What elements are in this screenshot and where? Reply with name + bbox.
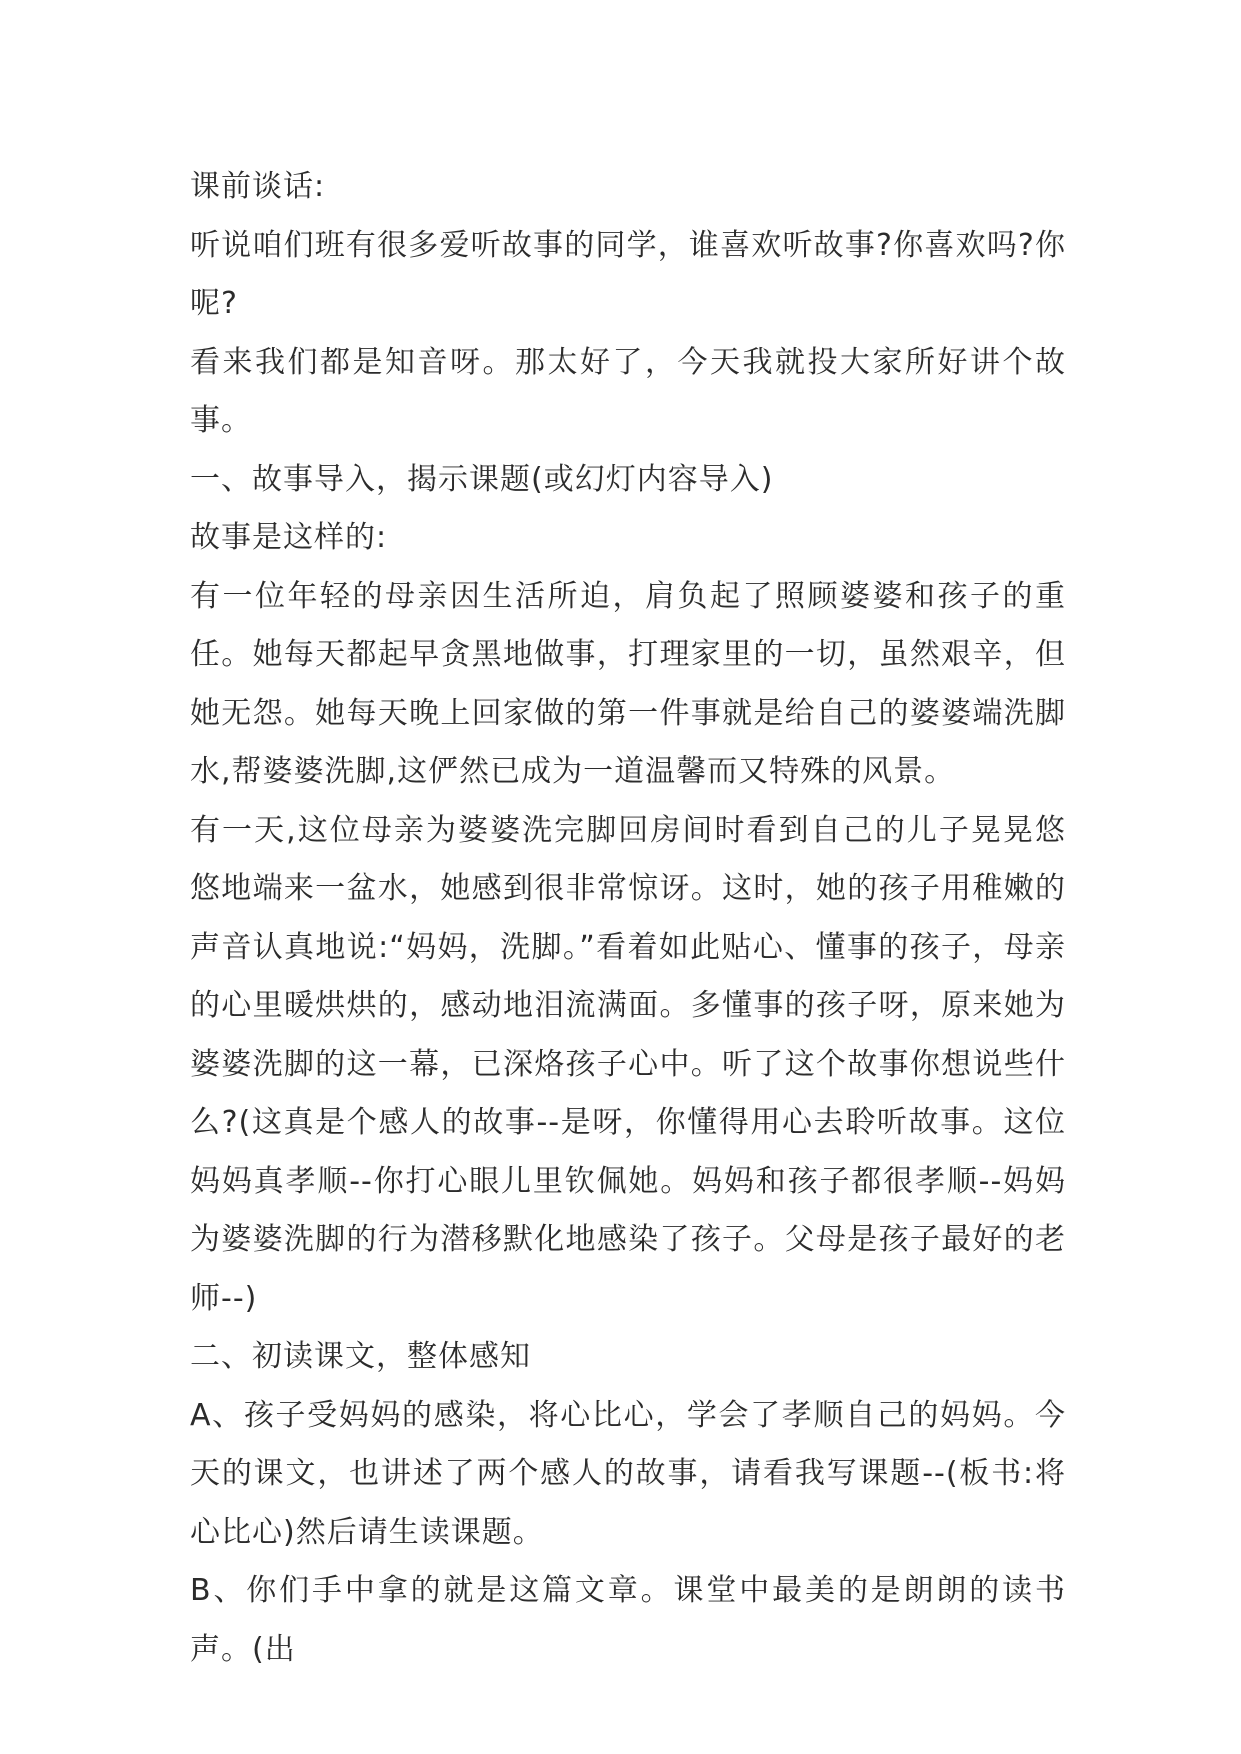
paragraph-story-body-2: 有一天,这位母亲为婆婆洗完脚回房间时看到自己的儿子晃晃悠悠地端来一盆水，她感到很非常惊讶。这时，她的孩子用稚嫩的声音认真地说:“妈妈，洗脚。”看着如此贴心、懂事的孩子，母亲的心里暖烘烘的，感动地泪流满面。多懂事的孩子呀，原来她为婆婆洗脚的这一幕，已深烙孩子心中。听了这个故事你想说些什么?(这真是个感人的故事--是呀，你懂得用心去聆听故事。这位妈妈真孝顺--你打心眼儿里钦佩她。妈妈和孩子都很孝顺--妈妈为婆婆洗脚的行为潜移默化地感染了孩子。父母是孩子最好的老师--) [190, 812, 1066, 1316]
paragraph-item-b: B、你们手中拿的就是这篇文章。课堂中最美的是朗朗的读书声。(出 [190, 1573, 1066, 1667]
paragraph-pre-class-talk: 课前谈话: [190, 169, 326, 204]
document-body [190, 158, 1066, 1679]
paragraph-intro-story: 看来我们都是知音呀。那太好了，今天我就投大家所好讲个故事。 [190, 344, 1066, 438]
paragraph-story-lead: 故事是这样的: [190, 520, 388, 555]
section-heading-1: 一、故事导入，揭示课题(或幻灯内容导入) [190, 461, 774, 497]
paragraph-item-a: A、孩子受妈妈的感染，将心比心，学会了孝顺自己的妈妈。今天的课文，也讲述了两个感人的故事，请看我写课题--(板书:将心比心)然后请生读课题。 [190, 1397, 1066, 1550]
paragraph-intro-question: 听说咱们班有很多爱听故事的同学，谁喜欢听故事?你喜欢吗?你呢? [190, 227, 1066, 321]
section-heading-2: 二、初读课文，整体感知 [190, 1339, 531, 1374]
paragraph-story-body-1: 有一位年轻的母亲因生活所迫，肩负起了照顾婆婆和孩子的重任。她每天都起早贪黑地做事，打理家里的一切，虽然艰辛，但她无怨。她每天晚上回家做的第一件事就是给自己的婆婆端洗脚水,帮婆婆洗脚,这俨然已成为一道温馨而又特殊的风景。 [190, 578, 1066, 789]
